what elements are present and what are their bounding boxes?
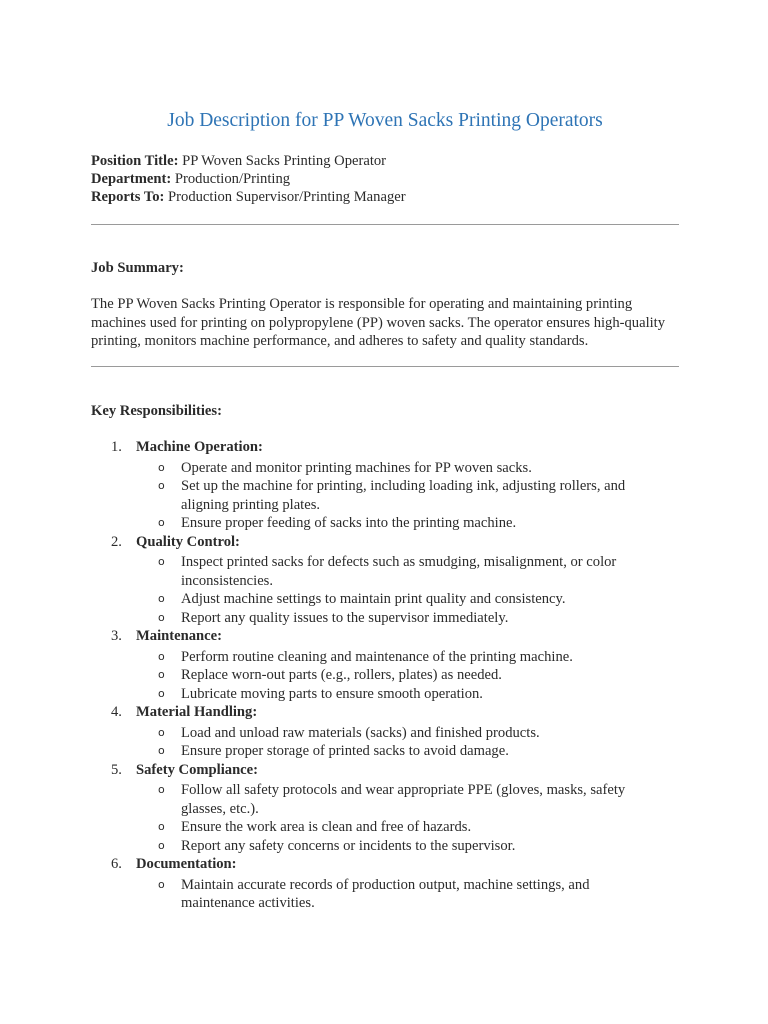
- circle-bullet-icon: o: [158, 668, 165, 681]
- circle-bullet-icon: o: [158, 820, 165, 833]
- circle-bullet-icon: o: [158, 649, 165, 663]
- responsibility-subitem: [91, 590, 649, 609]
- responsibility-number: 5.: [111, 761, 122, 778]
- responsibility-subitem: [91, 648, 649, 667]
- responsibility-subitem-text: Maintain accurate records of production output, machine settings, and maintenance activities.: [181, 876, 590, 911]
- responsibility-subitem: [91, 553, 649, 590]
- responsibility-subitem: [91, 477, 649, 514]
- responsibility-subitem: [91, 724, 649, 743]
- responsibility-subitem-text: Adjust machine settings to maintain print quality and consistency.: [181, 591, 566, 607]
- position-title-line: [91, 152, 679, 170]
- department-value: Production/Printing: [174, 171, 291, 187]
- responsibility-number: 2.: [111, 533, 122, 550]
- responsibility-number: 4.: [111, 704, 122, 720]
- responsibility-label: Documentation:: [136, 856, 237, 872]
- responsibility-subitem: [91, 781, 649, 818]
- circle-bullet-icon: o: [158, 838, 165, 852]
- position-title-label: Position Title:: [91, 153, 179, 169]
- responsibility-subitem-text: Perform routine cleaning and maintenance of the printing machine.: [181, 648, 573, 665]
- reports-to-line: [91, 188, 679, 206]
- responsibility-subitem-text: Report any safety concerns or incidents to the supervisor.: [181, 837, 516, 854]
- responsibility-subitem: [91, 666, 649, 685]
- circle-bullet-icon: o: [158, 783, 165, 796]
- circle-bullet-icon: o: [158, 877, 165, 891]
- circle-bullet-icon: o: [158, 686, 165, 700]
- responsibility-subitems: [91, 781, 679, 855]
- responsibility-label: Safety Compliance:: [136, 761, 259, 778]
- responsibility-subitem-text: Follow all safety protocols and wear appropriate PPE (gloves, masks, safety glasses, etc.).: [181, 782, 626, 817]
- circle-bullet-icon: o: [158, 516, 165, 529]
- circle-bullet-icon: o: [158, 725, 165, 739]
- department-label: Department:: [91, 171, 172, 187]
- circle-bullet-icon: o: [158, 592, 165, 605]
- responsibility-item: [91, 627, 679, 703]
- circle-bullet-icon: o: [158, 610, 165, 624]
- responsibility-subitems: [91, 459, 679, 533]
- responsibility-item: [91, 703, 679, 761]
- responsibility-subitem-text: Report any quality issues to the supervisor immediately.: [181, 609, 509, 626]
- circle-bullet-icon: o: [158, 744, 165, 757]
- responsibility-subitems: [91, 648, 679, 704]
- responsibility-item: [91, 438, 679, 533]
- responsibilities-list: [91, 438, 679, 913]
- responsibility-subitem-text: Lubricate moving parts to ensure smooth operation.: [181, 685, 483, 702]
- responsibility-subitem: [91, 459, 649, 478]
- responsibility-subitem: [91, 876, 649, 913]
- responsibility-subitem: [91, 818, 649, 837]
- responsibility-subitems: [91, 553, 679, 627]
- responsibility-subitem: [91, 609, 649, 628]
- responsibility-item: [91, 533, 679, 628]
- divider: [91, 224, 679, 225]
- responsibility-label: Maintenance:: [136, 628, 222, 644]
- job-summary-text: The PP Woven Sacks Printing Operator is responsible for operating and maintaining printing machines used for printing on polypropylene (PP) woven sacks. The operator ensures high-quality printing, monitors machine performance, and adheres to safety and quality standards.: [91, 296, 666, 349]
- responsibility-item: [91, 761, 679, 856]
- responsibility-item: [91, 855, 679, 913]
- circle-bullet-icon: o: [158, 460, 165, 474]
- responsibility-subitem-text: Operate and monitor printing machines for PP woven sacks.: [181, 459, 532, 476]
- divider: [91, 366, 679, 367]
- responsibility-subitem-text: Load and unload raw materials (sacks) and finished products.: [181, 724, 540, 741]
- reports-to-value: Production Supervisor/Printing Manager: [168, 189, 406, 205]
- responsibility-subitem-text: Ensure proper feeding of sacks into the printing machine.: [181, 515, 517, 531]
- job-meta: [91, 152, 679, 206]
- job-summary-heading: Job Summary:: [91, 260, 184, 276]
- responsibility-number: 6.: [111, 856, 122, 872]
- responsibility-label: Material Handling:: [136, 704, 258, 720]
- responsibility-subitem-text: Replace worn-out parts (e.g., rollers, plates) as needed.: [181, 667, 502, 683]
- position-title-value: PP Woven Sacks Printing Operator: [182, 153, 387, 169]
- responsibility-subitem: [91, 837, 649, 856]
- department-line: [91, 170, 679, 188]
- responsibility-subitem: [91, 742, 649, 761]
- responsibility-subitem-text: Ensure the work area is clean and free of hazards.: [181, 819, 472, 835]
- responsibility-subitem-text: Ensure proper storage of printed sacks to avoid damage.: [181, 743, 509, 759]
- responsibility-label: Machine Operation:: [136, 439, 263, 455]
- circle-bullet-icon: o: [158, 479, 165, 492]
- document-title: Job Description for PP Woven Sacks Printing Operators: [167, 110, 603, 131]
- responsibility-subitem: [91, 514, 649, 533]
- responsibility-number: 3.: [111, 628, 122, 644]
- circle-bullet-icon: o: [158, 555, 165, 568]
- responsibility-subitems: [91, 724, 679, 761]
- responsibility-subitem: [91, 685, 649, 704]
- responsibility-subitems: [91, 876, 679, 913]
- responsibility-subitem-text: Set up the machine for printing, including loading ink, adjusting rollers, and aligning printing plates.: [181, 478, 626, 513]
- key-responsibilities-heading: Key Responsibilities:: [91, 403, 222, 419]
- reports-to-label: Reports To:: [91, 189, 165, 205]
- responsibility-subitem-text: Inspect printed sacks for defects such as smudging, misalignment, or color inconsistencies.: [181, 554, 617, 589]
- responsibility-number: 1.: [111, 439, 122, 455]
- responsibility-label: Quality Control:: [136, 533, 240, 550]
